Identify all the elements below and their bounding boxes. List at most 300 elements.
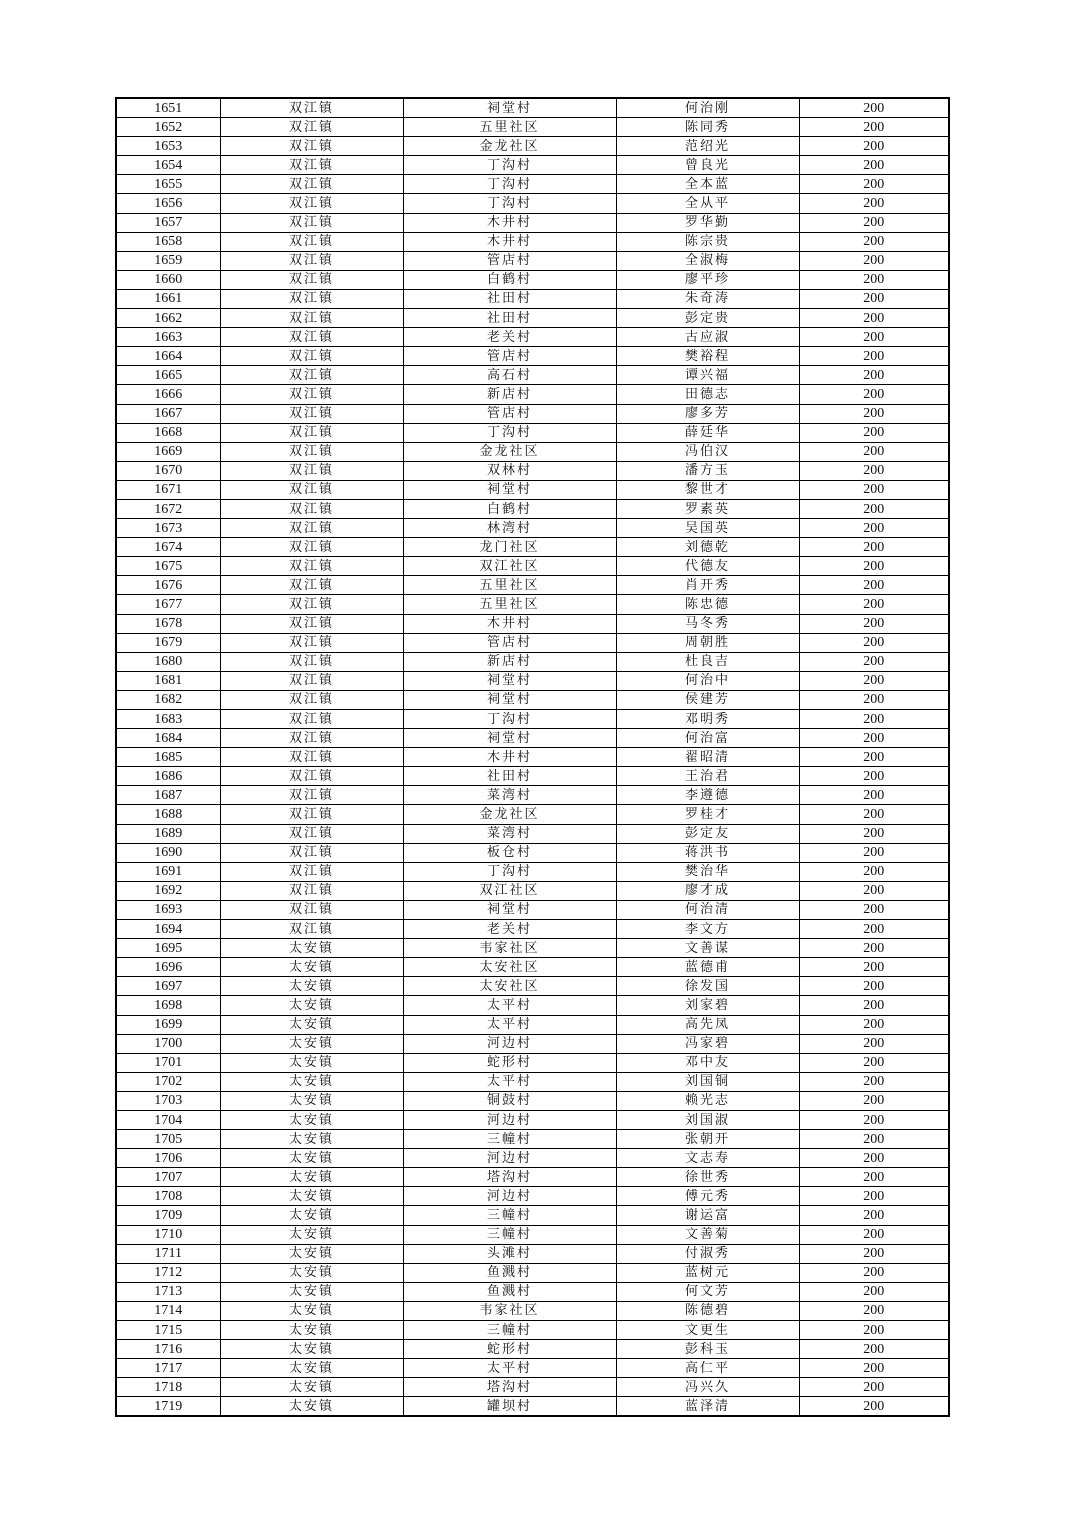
village-cell: 太平村 <box>403 996 616 1015</box>
name-cell: 罗华勤 <box>616 213 799 232</box>
village-cell: 塔沟村 <box>403 1378 616 1397</box>
village-cell: 管店村 <box>403 251 616 270</box>
row-number-cell: 1696 <box>116 958 220 977</box>
town-cell: 双江镇 <box>220 461 403 480</box>
village-cell: 祠堂村 <box>403 671 616 690</box>
table-row <box>116 633 949 652</box>
row-number-cell: 1683 <box>116 710 220 729</box>
town-cell: 双江镇 <box>220 900 403 919</box>
amount-cell: 200 <box>799 1225 949 1244</box>
name-cell: 翟昭清 <box>616 748 799 767</box>
town-cell: 双江镇 <box>220 213 403 232</box>
village-cell: 韦家社区 <box>403 1301 616 1320</box>
row-number-cell: 1708 <box>116 1187 220 1206</box>
table-row <box>116 652 949 671</box>
table-row <box>116 404 949 423</box>
table-row <box>116 920 949 939</box>
village-cell: 金龙社区 <box>403 442 616 461</box>
town-cell: 太安镇 <box>220 1225 403 1244</box>
name-cell: 代德友 <box>616 557 799 576</box>
town-cell: 双江镇 <box>220 824 403 843</box>
village-cell: 太平村 <box>403 1015 616 1034</box>
row-number-cell: 1660 <box>116 270 220 289</box>
village-cell: 菜湾村 <box>403 824 616 843</box>
row-number-cell: 1717 <box>116 1359 220 1378</box>
name-cell: 李遵德 <box>616 786 799 805</box>
amount-cell: 200 <box>799 328 949 347</box>
village-cell: 五里社区 <box>403 118 616 137</box>
row-number-cell: 1681 <box>116 671 220 690</box>
name-cell: 谭兴福 <box>616 366 799 385</box>
town-cell: 双江镇 <box>220 98 403 118</box>
name-cell: 全本蓝 <box>616 175 799 194</box>
amount-cell: 200 <box>799 232 949 251</box>
village-cell: 太平村 <box>403 1072 616 1091</box>
row-number-cell: 1679 <box>116 633 220 652</box>
row-number-cell: 1653 <box>116 137 220 156</box>
town-cell: 双江镇 <box>220 156 403 175</box>
village-cell: 老关村 <box>403 328 616 347</box>
town-cell: 双江镇 <box>220 442 403 461</box>
town-cell: 太安镇 <box>220 1397 403 1417</box>
village-cell: 罐坝村 <box>403 1397 616 1417</box>
town-cell: 双江镇 <box>220 767 403 786</box>
name-cell: 樊裕程 <box>616 347 799 366</box>
village-cell: 老关村 <box>403 920 616 939</box>
town-cell: 双江镇 <box>220 805 403 824</box>
town-cell: 双江镇 <box>220 786 403 805</box>
town-cell: 双江镇 <box>220 118 403 137</box>
table-row <box>116 690 949 709</box>
name-cell: 古应淑 <box>616 328 799 347</box>
row-number-cell: 1706 <box>116 1149 220 1168</box>
town-cell: 双江镇 <box>220 289 403 308</box>
table-row <box>116 1206 949 1225</box>
village-cell: 鱼溅村 <box>403 1282 616 1301</box>
row-number-cell: 1709 <box>116 1206 220 1225</box>
table-row <box>116 1072 949 1091</box>
amount-cell: 200 <box>799 671 949 690</box>
name-cell: 刘家碧 <box>616 996 799 1015</box>
row-number-cell: 1667 <box>116 404 220 423</box>
amount-cell: 200 <box>799 977 949 996</box>
name-cell: 徐世秀 <box>616 1168 799 1187</box>
table-row <box>116 366 949 385</box>
row-number-cell: 1698 <box>116 996 220 1015</box>
row-number-cell: 1692 <box>116 881 220 900</box>
town-cell: 双江镇 <box>220 328 403 347</box>
table-row <box>116 1378 949 1397</box>
row-number-cell: 1663 <box>116 328 220 347</box>
town-cell: 双江镇 <box>220 270 403 289</box>
amount-cell: 200 <box>799 1378 949 1397</box>
row-number-cell: 1672 <box>116 499 220 518</box>
town-cell: 双江镇 <box>220 614 403 633</box>
town-cell: 太安镇 <box>220 1263 403 1282</box>
town-cell: 太安镇 <box>220 1110 403 1129</box>
town-cell: 太安镇 <box>220 1359 403 1378</box>
village-cell: 河边村 <box>403 1034 616 1053</box>
name-cell: 周朝胜 <box>616 633 799 652</box>
village-cell: 祠堂村 <box>403 480 616 499</box>
town-cell: 太安镇 <box>220 1168 403 1187</box>
row-number-cell: 1656 <box>116 194 220 213</box>
name-cell: 刘德乾 <box>616 538 799 557</box>
table-row <box>116 423 949 442</box>
amount-cell: 200 <box>799 900 949 919</box>
village-cell: 双林村 <box>403 461 616 480</box>
amount-cell: 200 <box>799 824 949 843</box>
table-row <box>116 1282 949 1301</box>
village-cell: 河边村 <box>403 1149 616 1168</box>
row-number-cell: 1702 <box>116 1072 220 1091</box>
amount-cell: 200 <box>799 748 949 767</box>
town-cell: 太安镇 <box>220 1091 403 1110</box>
row-number-cell: 1693 <box>116 900 220 919</box>
village-cell: 祠堂村 <box>403 900 616 919</box>
table-row <box>116 347 949 366</box>
row-number-cell: 1668 <box>116 423 220 442</box>
town-cell: 双江镇 <box>220 480 403 499</box>
village-cell: 塔沟村 <box>403 1168 616 1187</box>
village-cell: 社田村 <box>403 767 616 786</box>
row-number-cell: 1705 <box>116 1130 220 1149</box>
amount-cell: 200 <box>799 270 949 289</box>
village-cell: 新店村 <box>403 652 616 671</box>
table-row <box>116 1244 949 1263</box>
amount-cell: 200 <box>799 958 949 977</box>
amount-cell: 200 <box>799 1321 949 1340</box>
village-cell: 丁沟村 <box>403 175 616 194</box>
name-cell: 冯家碧 <box>616 1034 799 1053</box>
amount-cell: 200 <box>799 614 949 633</box>
town-cell: 双江镇 <box>220 538 403 557</box>
village-cell: 河边村 <box>403 1110 616 1129</box>
town-cell: 太安镇 <box>220 1015 403 1034</box>
row-number-cell: 1659 <box>116 251 220 270</box>
village-cell: 金龙社区 <box>403 137 616 156</box>
amount-cell: 200 <box>799 98 949 118</box>
village-cell: 木井村 <box>403 614 616 633</box>
amount-cell: 200 <box>799 1168 949 1187</box>
row-number-cell: 1674 <box>116 538 220 557</box>
village-cell: 龙门社区 <box>403 538 616 557</box>
village-cell: 蛇形村 <box>403 1340 616 1359</box>
amount-cell: 200 <box>799 1340 949 1359</box>
name-cell: 傅元秀 <box>616 1187 799 1206</box>
name-cell: 何治富 <box>616 729 799 748</box>
table-row <box>116 1091 949 1110</box>
name-cell: 邓明秀 <box>616 710 799 729</box>
name-cell: 陈宗贵 <box>616 232 799 251</box>
row-number-cell: 1697 <box>116 977 220 996</box>
name-cell: 薛廷华 <box>616 423 799 442</box>
amount-cell: 200 <box>799 1282 949 1301</box>
town-cell: 太安镇 <box>220 1378 403 1397</box>
name-cell: 冯伯汉 <box>616 442 799 461</box>
table-row <box>116 385 949 404</box>
amount-cell: 200 <box>799 1072 949 1091</box>
row-number-cell: 1654 <box>116 156 220 175</box>
table-row <box>116 1263 949 1282</box>
name-cell: 彭定贵 <box>616 309 799 328</box>
amount-cell: 200 <box>799 557 949 576</box>
name-cell: 廖平珍 <box>616 270 799 289</box>
town-cell: 太安镇 <box>220 1244 403 1263</box>
row-number-cell: 1700 <box>116 1034 220 1053</box>
row-number-cell: 1699 <box>116 1015 220 1034</box>
village-cell: 太安社区 <box>403 977 616 996</box>
amount-cell: 200 <box>799 843 949 862</box>
name-cell: 樊治华 <box>616 862 799 881</box>
name-cell: 刘国淑 <box>616 1110 799 1129</box>
table-row <box>116 1225 949 1244</box>
table-row <box>116 710 949 729</box>
village-cell: 板仓村 <box>403 843 616 862</box>
town-cell: 双江镇 <box>220 423 403 442</box>
village-cell: 白鹤村 <box>403 499 616 518</box>
row-number-cell: 1675 <box>116 557 220 576</box>
row-number-cell: 1713 <box>116 1282 220 1301</box>
table-row <box>116 175 949 194</box>
table-row <box>116 1130 949 1149</box>
village-cell: 林湾村 <box>403 519 616 538</box>
row-number-cell: 1718 <box>116 1378 220 1397</box>
name-cell: 彭科玉 <box>616 1340 799 1359</box>
village-cell: 三幢村 <box>403 1225 616 1244</box>
village-cell: 铜鼓村 <box>403 1091 616 1110</box>
town-cell: 太安镇 <box>220 1149 403 1168</box>
table-row <box>116 328 949 347</box>
name-cell: 文更生 <box>616 1321 799 1340</box>
village-cell: 河边村 <box>403 1187 616 1206</box>
row-number-cell: 1691 <box>116 862 220 881</box>
town-cell: 太安镇 <box>220 1206 403 1225</box>
row-number-cell: 1714 <box>116 1301 220 1320</box>
table-row <box>116 251 949 270</box>
row-number-cell: 1676 <box>116 576 220 595</box>
town-cell: 双江镇 <box>220 652 403 671</box>
village-cell: 管店村 <box>403 633 616 652</box>
name-cell: 蓝德甫 <box>616 958 799 977</box>
amount-cell: 200 <box>799 213 949 232</box>
table-row <box>116 156 949 175</box>
amount-cell: 200 <box>799 1206 949 1225</box>
village-cell: 丁沟村 <box>403 862 616 881</box>
row-number-cell: 1680 <box>116 652 220 671</box>
amount-cell: 200 <box>799 1263 949 1282</box>
name-cell: 肖开秀 <box>616 576 799 595</box>
table-row <box>116 824 949 843</box>
row-number-cell: 1658 <box>116 232 220 251</box>
table-row <box>116 538 949 557</box>
table-row <box>116 881 949 900</box>
town-cell: 太安镇 <box>220 1072 403 1091</box>
village-cell: 太平村 <box>403 1359 616 1378</box>
amount-cell: 200 <box>799 786 949 805</box>
village-cell: 管店村 <box>403 347 616 366</box>
town-cell: 双江镇 <box>220 710 403 729</box>
village-cell: 三幢村 <box>403 1130 616 1149</box>
village-cell: 白鹤村 <box>403 270 616 289</box>
row-number-cell: 1669 <box>116 442 220 461</box>
amount-cell: 200 <box>799 194 949 213</box>
row-number-cell: 1657 <box>116 213 220 232</box>
town-cell: 双江镇 <box>220 633 403 652</box>
amount-cell: 200 <box>799 480 949 499</box>
table-row <box>116 461 949 480</box>
name-cell: 何文芳 <box>616 1282 799 1301</box>
row-number-cell: 1687 <box>116 786 220 805</box>
name-cell: 廖多芳 <box>616 404 799 423</box>
village-cell: 菜湾村 <box>403 786 616 805</box>
amount-cell: 200 <box>799 1149 949 1168</box>
amount-cell: 200 <box>799 461 949 480</box>
town-cell: 太安镇 <box>220 958 403 977</box>
row-number-cell: 1688 <box>116 805 220 824</box>
name-cell: 全淑梅 <box>616 251 799 270</box>
name-cell: 刘国铜 <box>616 1072 799 1091</box>
table-row <box>116 557 949 576</box>
name-cell: 蒋洪书 <box>616 843 799 862</box>
table-row <box>116 805 949 824</box>
village-cell: 祠堂村 <box>403 729 616 748</box>
name-cell: 廖才成 <box>616 881 799 900</box>
town-cell: 双江镇 <box>220 366 403 385</box>
town-cell: 双江镇 <box>220 671 403 690</box>
amount-cell: 200 <box>799 156 949 175</box>
table-row <box>116 232 949 251</box>
name-cell: 文善谋 <box>616 939 799 958</box>
amount-cell: 200 <box>799 385 949 404</box>
name-cell: 罗素英 <box>616 499 799 518</box>
village-cell: 管店村 <box>403 404 616 423</box>
amount-cell: 200 <box>799 366 949 385</box>
town-cell: 双江镇 <box>220 690 403 709</box>
table-row <box>116 1053 949 1072</box>
name-cell: 文志寿 <box>616 1149 799 1168</box>
village-cell: 丁沟村 <box>403 156 616 175</box>
village-cell: 丁沟村 <box>403 710 616 729</box>
amount-cell: 200 <box>799 996 949 1015</box>
row-number-cell: 1670 <box>116 461 220 480</box>
name-cell: 陈德碧 <box>616 1301 799 1320</box>
subsidy-list-table <box>115 97 950 1417</box>
table-row <box>116 671 949 690</box>
amount-cell: 200 <box>799 729 949 748</box>
row-number-cell: 1677 <box>116 595 220 614</box>
name-cell: 范绍光 <box>616 137 799 156</box>
name-cell: 邓中友 <box>616 1053 799 1072</box>
town-cell: 双江镇 <box>220 881 403 900</box>
amount-cell: 200 <box>799 1130 949 1149</box>
amount-cell: 200 <box>799 805 949 824</box>
amount-cell: 200 <box>799 442 949 461</box>
row-number-cell: 1701 <box>116 1053 220 1072</box>
name-cell: 谢运富 <box>616 1206 799 1225</box>
town-cell: 太安镇 <box>220 1340 403 1359</box>
amount-cell: 200 <box>799 1244 949 1263</box>
village-cell: 五里社区 <box>403 576 616 595</box>
row-number-cell: 1665 <box>116 366 220 385</box>
amount-cell: 200 <box>799 1301 949 1320</box>
table-row <box>116 137 949 156</box>
amount-cell: 200 <box>799 289 949 308</box>
row-number-cell: 1661 <box>116 289 220 308</box>
table-row <box>116 786 949 805</box>
table-row <box>116 289 949 308</box>
name-cell: 黎世才 <box>616 480 799 499</box>
row-number-cell: 1710 <box>116 1225 220 1244</box>
village-cell: 丁沟村 <box>403 194 616 213</box>
town-cell: 太安镇 <box>220 939 403 958</box>
table-row <box>116 1187 949 1206</box>
village-cell: 木井村 <box>403 748 616 767</box>
village-cell: 双江社区 <box>403 881 616 900</box>
town-cell: 太安镇 <box>220 977 403 996</box>
row-number-cell: 1673 <box>116 519 220 538</box>
amount-cell: 200 <box>799 1015 949 1034</box>
row-number-cell: 1684 <box>116 729 220 748</box>
village-cell: 韦家社区 <box>403 939 616 958</box>
village-cell: 祠堂村 <box>403 690 616 709</box>
table-row <box>116 729 949 748</box>
town-cell: 双江镇 <box>220 175 403 194</box>
row-number-cell: 1678 <box>116 614 220 633</box>
row-number-cell: 1707 <box>116 1168 220 1187</box>
table-row <box>116 1015 949 1034</box>
table-row <box>116 1110 949 1129</box>
village-cell: 头滩村 <box>403 1244 616 1263</box>
table-row <box>116 748 949 767</box>
name-cell: 陈同秀 <box>616 118 799 137</box>
town-cell: 太安镇 <box>220 1130 403 1149</box>
town-cell: 双江镇 <box>220 137 403 156</box>
village-cell: 新店村 <box>403 385 616 404</box>
table-row <box>116 98 949 118</box>
row-number-cell: 1711 <box>116 1244 220 1263</box>
amount-cell: 200 <box>799 576 949 595</box>
table-row <box>116 1359 949 1378</box>
row-number-cell: 1712 <box>116 1263 220 1282</box>
amount-cell: 200 <box>799 347 949 366</box>
row-number-cell: 1715 <box>116 1321 220 1340</box>
town-cell: 双江镇 <box>220 862 403 881</box>
table-row <box>116 1340 949 1359</box>
name-cell: 王治君 <box>616 767 799 786</box>
row-number-cell: 1655 <box>116 175 220 194</box>
town-cell: 双江镇 <box>220 748 403 767</box>
amount-cell: 200 <box>799 1397 949 1417</box>
name-cell: 曾良光 <box>616 156 799 175</box>
table-row <box>116 900 949 919</box>
name-cell: 文善菊 <box>616 1225 799 1244</box>
amount-cell: 200 <box>799 1187 949 1206</box>
table-body <box>116 98 949 1416</box>
row-number-cell: 1671 <box>116 480 220 499</box>
row-number-cell: 1664 <box>116 347 220 366</box>
town-cell: 双江镇 <box>220 385 403 404</box>
town-cell: 双江镇 <box>220 194 403 213</box>
village-cell: 社田村 <box>403 289 616 308</box>
row-number-cell: 1719 <box>116 1397 220 1417</box>
table-row <box>116 862 949 881</box>
town-cell: 太安镇 <box>220 1282 403 1301</box>
row-number-cell: 1689 <box>116 824 220 843</box>
name-cell: 何治中 <box>616 671 799 690</box>
name-cell: 马冬秀 <box>616 614 799 633</box>
town-cell: 双江镇 <box>220 843 403 862</box>
